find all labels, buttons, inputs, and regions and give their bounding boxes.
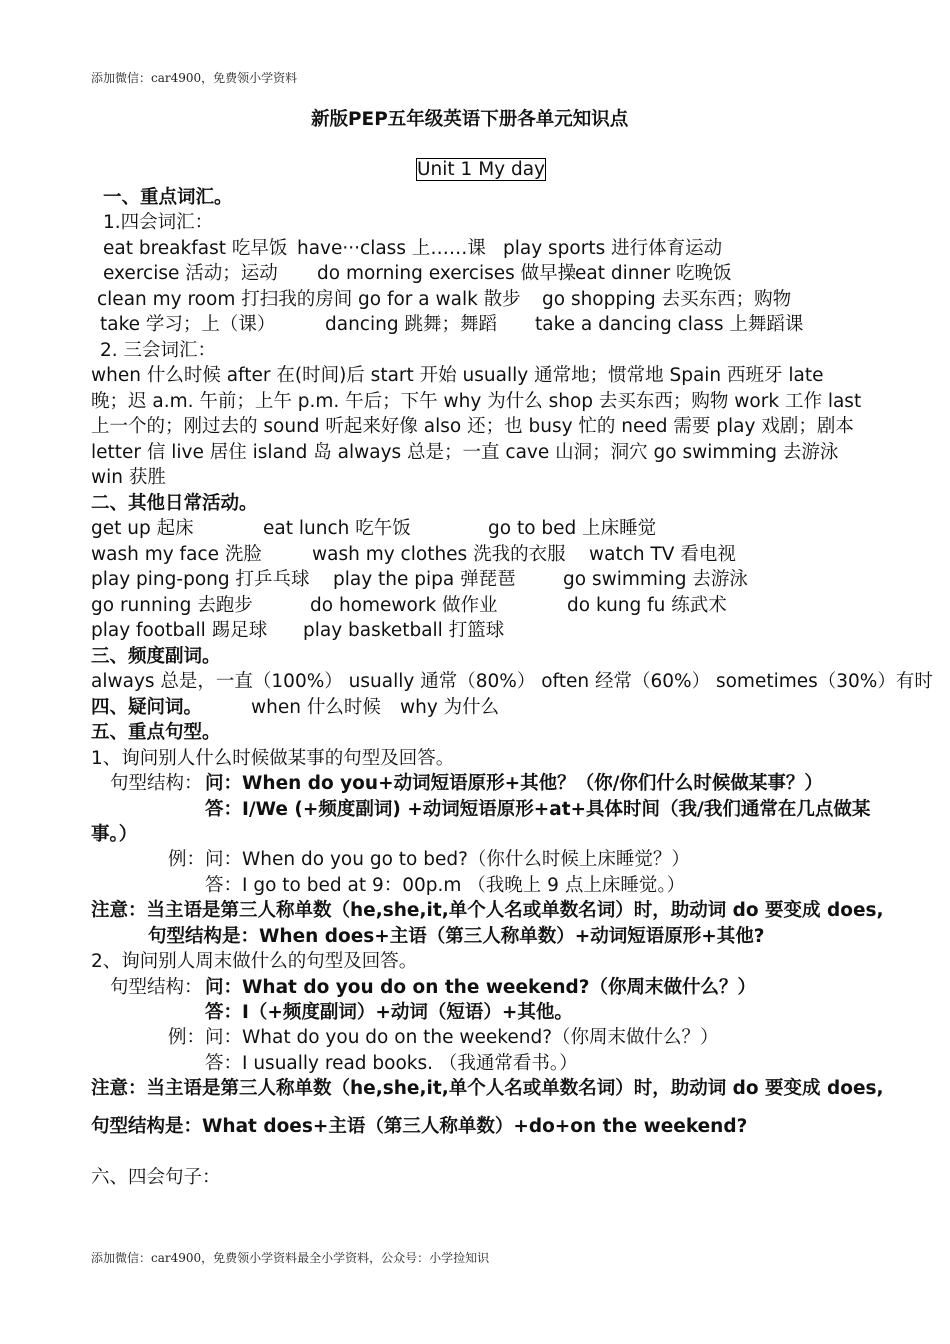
- note2-line1: 注意：当主语是第三人称单数（he,she,it,单个人名或单数名词）时，助动词 do 要变成 does,: [91, 1078, 884, 1099]
- vocab-item: do morning exercises 做早操: [317, 263, 577, 284]
- sec1-para-line: win 获胜: [91, 467, 166, 488]
- q2-label: 句型结构：: [110, 977, 203, 998]
- activity-item: go to bed 上床睡觉: [488, 518, 657, 539]
- note1-line1: 注意：当主语是第三人称单数（he,she,it,单个人名或单数名词）时，助动词 do 要变成 does,: [91, 900, 884, 921]
- sec3-heading: 三、频度副词。: [91, 646, 221, 667]
- sec4-heading: 四、疑问词。: [91, 697, 203, 718]
- page-footer: 添加微信：car4900，免费领小学资料最全小学资料，公众号：小学捡知识: [91, 1251, 490, 1265]
- activity-item: go swimming 去游泳: [563, 569, 748, 590]
- vocab-item: go for a walk 散步: [358, 289, 521, 310]
- vocab-item: take a dancing class 上舞蹈课: [535, 314, 804, 335]
- q1-label: 句型结构：: [110, 773, 203, 794]
- activity-item: play the pipa 弹琵琶: [333, 569, 516, 590]
- activity-item: play basketball 打篮球: [303, 620, 505, 641]
- sec3-line: always 总是，一直（100%） usually 通常（80%） often 经常（60%） sometimes（30%）有时: [91, 671, 933, 692]
- doc-title: 新版PEP五年级英语下册各单元知识点: [311, 109, 629, 130]
- vocab-item: go shopping 去买东西；购物: [542, 289, 792, 310]
- activity-item: play football 踢足球: [91, 620, 268, 641]
- q2-ex-ans: 答：I usually read books. （我通常看书。）: [205, 1053, 578, 1074]
- activity-item: wash my clothes 洗我的衣服: [312, 544, 566, 565]
- q1-ex-ask: 问：When do you go to bed?（你什么时候上床睡觉？）: [205, 849, 690, 870]
- sec1-para-line: 上一个的；刚过去的 sound 听起来好像 also 还；也 busy 忙的 need 需要 play 戏剧；剧本: [91, 416, 854, 437]
- sec1-para-line: letter 信 live 居住 island 岛 always 总是；一直 cave 山洞；洞穴 go swimming 去游泳: [91, 442, 839, 463]
- activity-item: go running 去跑步: [91, 595, 253, 616]
- sec1-sub1: 1.四会词汇：: [103, 212, 214, 233]
- page-header: 添加微信：car4900，免费领小学资料: [91, 71, 298, 85]
- sec1-para-line: 晚；迟 a.m. 午前；上午 p.m. 午后；下午 why 为什么 shop 去买东西；购物 work 工作 last: [91, 391, 862, 412]
- activity-item: watch TV 看电视: [589, 544, 736, 565]
- sec5-heading: 五、重点句型。: [91, 722, 221, 743]
- vocab-item: eat dinner 吃晚饭: [575, 263, 732, 284]
- unit-title: [416, 158, 546, 182]
- q2-ex-label: 例：: [168, 1027, 206, 1048]
- note1-line2: 句型结构是：When does+主语（第三人称单数）+动词短语原形+其他?: [148, 926, 765, 947]
- vocab-item: clean my room 打扫我的房间: [97, 289, 353, 310]
- note2-line2: 句型结构是：What does+主语（第三人称单数）+do+on the weekend?: [91, 1116, 748, 1137]
- activity-item: play ping-pong 打乒乓球: [91, 569, 310, 590]
- q1-ans-line2: 事。）: [91, 824, 138, 845]
- q2-title: 2、询问别人周末做什么的句型及回答。: [91, 951, 418, 972]
- q1-ex-label: 例：: [168, 849, 206, 870]
- activity-item: do homework 做作业: [310, 595, 498, 616]
- vocab-item: exercise 活动；运动: [103, 263, 278, 284]
- sec2-heading: 二、其他日常活动。: [91, 493, 258, 514]
- q2-ans: 答：I（+频度副词）+动词（短语）+其他。: [205, 1002, 573, 1023]
- question-word: when 什么时候: [251, 697, 381, 718]
- q1-ask: 问：When do you+动词短语原形+其他？（你/你们什么时候做某事？）: [205, 773, 823, 794]
- unit-title-text: Unit 1 My day: [417, 159, 546, 180]
- vocab-item: have···class 上……课: [297, 238, 486, 259]
- q2-ask: 问：What do you do on the weekend?（你周末做什么？）: [205, 977, 757, 998]
- q2-ex-ask: 问：What do you do on the weekend?（你周末做什么？）: [205, 1027, 719, 1048]
- vocab-item: play sports 进行体育运动: [503, 238, 723, 259]
- vocab-item: take 学习；上（课）: [100, 314, 276, 335]
- activity-item: eat lunch 吃午饭: [263, 518, 411, 539]
- sec1-heading: 一、重点词汇。: [103, 187, 233, 208]
- vocab-item: dancing 跳舞；舞蹈: [325, 314, 497, 335]
- activity-item: get up 起床: [91, 518, 194, 539]
- activity-item: do kung fu 练武术: [567, 595, 727, 616]
- activity-item: wash my face 洗脸: [91, 544, 262, 565]
- vocab-item: eat breakfast 吃早饭: [103, 238, 288, 259]
- q1-ex-ans: 答：I go to bed at 9：00p.m （我晚上 9 点上床睡觉。）: [205, 875, 686, 896]
- sec1-para-line: when 什么时候 after 在(时间)后 start 开始 usually 通常地；惯常地 Spain 西班牙 late: [91, 365, 824, 386]
- question-word: why 为什么: [400, 697, 500, 718]
- sec1-sub2: 2. 三会词汇：: [100, 340, 217, 361]
- q1-ans-line1: 答：I/We (+频度副词) +动词短语原形+at+具体时间（我/我们通常在几点做某: [205, 799, 871, 820]
- q1-title: 1、询问别人什么时候做某事的句型及回答。: [91, 748, 455, 769]
- sec6-heading: 六、四会句子：: [91, 1167, 221, 1188]
